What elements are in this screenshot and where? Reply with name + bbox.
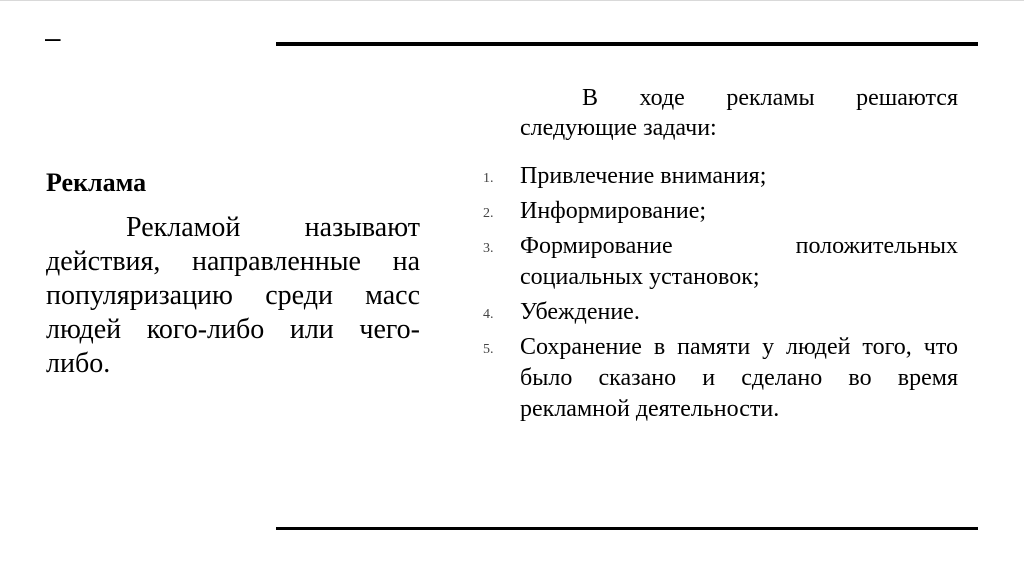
task-list: [483, 161, 958, 425]
left-title: Реклама: [46, 168, 147, 197]
task-number: 3.: [483, 241, 494, 256]
task-text: Информирование;: [520, 198, 707, 224]
task-text: Убеждение.: [520, 299, 640, 325]
top-rule: [276, 42, 978, 46]
task-text: Привлечение внимания;: [520, 163, 767, 189]
left-body-text: Рекламой называют действия, направленные на популяризацию среди масс людей кого-либо или чего-либо.: [46, 212, 420, 379]
right-column: [483, 83, 958, 429]
left-column: [46, 165, 420, 381]
task-number: 4.: [483, 307, 494, 322]
dash-mark: –: [45, 22, 61, 53]
task-text: Сохранение в памяти у людей того, что было сказано и сделано во время рекламной деятельности.: [520, 334, 958, 422]
task-item: [483, 332, 958, 425]
task-item: [483, 196, 958, 227]
task-number: 1.: [483, 171, 494, 186]
task-item: [483, 297, 958, 328]
task-text: Формирование положительных социальных установок;: [520, 233, 958, 290]
task-number: 2.: [483, 206, 494, 221]
right-intro-text: В ходе рекламы решаются следующие задачи:: [520, 85, 958, 141]
bottom-rule: [276, 527, 978, 530]
task-number: 5.: [483, 342, 494, 357]
task-item: [483, 231, 958, 293]
top-border: [0, 0, 1024, 1]
task-item: [483, 161, 958, 192]
